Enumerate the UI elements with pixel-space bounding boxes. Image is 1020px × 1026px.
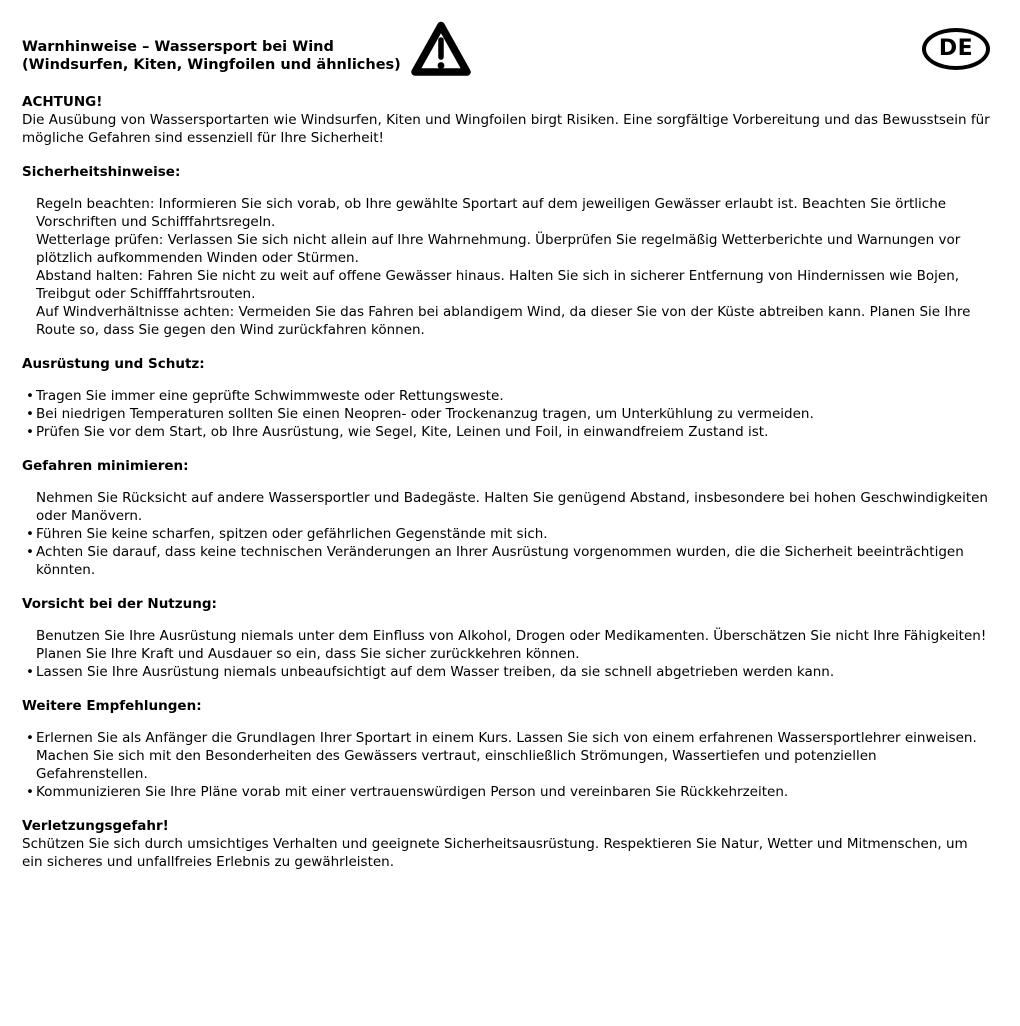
section-ausruestung-und-schutz (22, 355, 990, 441)
language-badge-label: DE (938, 36, 974, 61)
list-item-text: Auf Windverhältnisse achten: Vermeiden Sie das Fahren bei ablandigem Wind, da dieser Sie von der Küste abtreiben kann. Planen Sie Ihre Route so, dass Sie gegen den Wind zurückfahren können. (36, 304, 971, 338)
list-item-text: Erlernen Sie als Anfänger die Grundlagen Ihrer Sportart in einem Kurs. Lassen Sie sich von einem erfahrenen Wassersportlehrer einweisen. (36, 730, 977, 746)
list-item (22, 489, 990, 525)
bullet-icon: • (26, 784, 34, 800)
item-list (22, 195, 990, 339)
list-item-text: Achten Sie darauf, dass keine technischen Veränderungen an Ihrer Ausrüstung vorgenommen wurden, die die Sicherheit beeinträchtigen könnten. (36, 544, 964, 578)
item-list (22, 489, 990, 579)
section-verletzungsgefahr (22, 817, 990, 871)
indent-spacer (22, 303, 36, 339)
list-item-text: Benutzen Sie Ihre Ausrüstung niemals unter dem Einfluss von Alkohol, Drogen oder Medikamenten. Überschätzen Sie nicht Ihre Fähigkeiten! Planen Sie Ihre Kraft und Ausdauer so ein, dass Sie sicher zurückkehren können. (36, 628, 987, 662)
indent-spacer (22, 627, 36, 663)
section-paragraph: Die Ausübung von Wassersportarten wie Windsurfen, Kiten und Wingfoilen birgt Risiken. Eine sorgfältige Vorbereitung und das Bewusstsein für mögliche Gefahren sind essenziell für Ihre Sicherheit! (22, 112, 990, 146)
list-item-text: Wetterlage prüfen: Verlassen Sie sich nicht allein auf Ihre Wahrnehmung. Überprüfen Sie regelmäßig Wetterberichte und Warnungen vor plötzlich aufkommenden Winden oder Stürmen. (36, 232, 961, 266)
section-vorsicht-bei-der-nutzung (22, 595, 990, 681)
section-heading: ACHTUNG! (22, 94, 103, 110)
list-item-text: Kommunizieren Sie Ihre Pläne vorab mit einer vertrauenswürdigen Person und vereinbaren Sie Rückkehrzeiten. (36, 784, 789, 800)
list-item (22, 267, 990, 303)
list-item (22, 747, 990, 783)
section-achtung (22, 93, 990, 147)
bullet-icon: • (26, 388, 34, 404)
document-title (22, 38, 401, 74)
list-item (22, 423, 990, 441)
section-gefahren-minimieren (22, 457, 990, 579)
indent-spacer (22, 489, 36, 525)
list-item-text: Tragen Sie immer eine geprüfte Schwimmweste oder Rettungsweste. (36, 388, 504, 404)
list-item (22, 663, 990, 681)
list-item-text: Lassen Sie Ihre Ausrüstung niemals unbeaufsichtigt auf dem Wasser treiben, da sie schnell abgetrieben werden kann. (36, 664, 835, 680)
section-paragraph: Schützen Sie sich durch umsichtiges Verhalten und geeignete Sicherheitsausrüstung. Respektieren Sie Natur, Wetter und Mitmenschen, um ein sicheres und unfallfreies Erlebnis zu gewährleisten. (22, 836, 968, 870)
list-item-text: Nehmen Sie Rücksicht auf andere Wassersportler und Badegäste. Halten Sie genügend Abstand, insbesondere bei hohen Geschwindigkeiten oder Manövern. (36, 490, 988, 524)
section-heading: Weitere Empfehlungen: (22, 698, 202, 714)
section-heading: Gefahren minimieren: (22, 458, 189, 474)
indent-spacer (22, 267, 36, 303)
list-item (22, 405, 990, 423)
list-item-text: Machen Sie sich mit den Besonderheiten des Gewässers vertraut, einschließlich Strömungen, Wassertiefen und potenziellen Gefahrenstellen. (36, 748, 877, 782)
section-weitere-empfehlungen (22, 697, 990, 801)
header (22, 20, 990, 78)
indent-spacer (22, 231, 36, 267)
list-item (22, 783, 990, 801)
indent-spacer (22, 195, 36, 231)
bullet-icon: • (26, 664, 34, 680)
section-heading: Sicherheitshinweise: (22, 164, 181, 180)
bullet-icon: • (26, 730, 34, 746)
list-item (22, 525, 990, 543)
list-item-text: Prüfen Sie vor dem Start, ob Ihre Ausrüstung, wie Segel, Kite, Leinen und Foil, in einwandfreiem Zustand ist. (36, 424, 769, 440)
list-item (22, 729, 990, 747)
item-list (22, 627, 990, 681)
list-item-text: Abstand halten: Fahren Sie nicht zu weit auf offene Gewässer hinaus. Halten Sie sich in sicherer Entfernung von Hindernissen wie Bojen, Treibgut oder Schifffahrtsrouten. (36, 268, 960, 302)
section-heading: Ausrüstung und Schutz: (22, 356, 205, 372)
indent-spacer (22, 747, 36, 783)
list-item (22, 387, 990, 405)
language-badge (922, 28, 990, 70)
list-item (22, 195, 990, 231)
warning-triangle-icon (411, 20, 471, 78)
list-item-text: Führen Sie keine scharfen, spitzen oder gefährlichen Gegenstände mit sich. (36, 526, 548, 542)
bullet-icon: • (26, 424, 34, 440)
list-item (22, 231, 990, 267)
title-line-2: (Windsurfen, Kiten, Wingfoilen und ähnliches) (22, 57, 401, 73)
list-item (22, 543, 990, 579)
section-heading: Vorsicht bei der Nutzung: (22, 596, 217, 612)
bullet-icon: • (26, 544, 34, 560)
section-sicherheitshinweise (22, 163, 990, 339)
item-list (22, 387, 990, 441)
list-item (22, 303, 990, 339)
bullet-icon: • (26, 406, 34, 422)
list-item (22, 627, 990, 663)
item-list (22, 729, 990, 801)
list-item-text: Bei niedrigen Temperaturen sollten Sie einen Neopren- oder Trockenanzug tragen, um Unterkühlung zu vermeiden. (36, 406, 814, 422)
section-heading: Verletzungsgefahr! (22, 818, 169, 834)
bullet-icon: • (26, 526, 34, 542)
list-item-text: Regeln beachten: Informieren Sie sich vorab, ob Ihre gewählte Sportart auf dem jeweiligen Gewässer erlaubt ist. Beachten Sie örtliche Vorschriften und Schifffahrtsregeln. (36, 196, 947, 230)
title-line-1: Warnhinweise – Wassersport bei Wind (22, 39, 334, 55)
